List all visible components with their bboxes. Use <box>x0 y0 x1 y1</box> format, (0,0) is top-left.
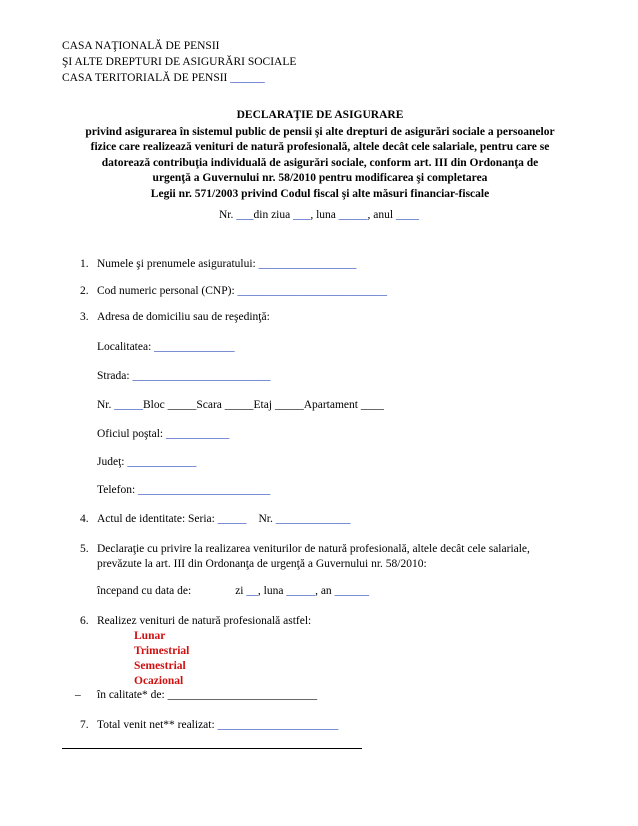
dash-bullet: – <box>75 689 81 701</box>
item-label: Actul de identitate: Seria: <box>97 513 218 525</box>
floor-field[interactable]: _____ <box>274 399 304 411</box>
item-1-name <box>80 258 356 270</box>
street-number-field[interactable]: _____ <box>114 399 143 411</box>
item-6-income-frequency <box>80 615 311 627</box>
header-line-3 <box>62 70 296 86</box>
item-label: Cod numeric personal (CNP): <box>97 285 238 297</box>
post-office-label: Oficiul poştal: <box>97 428 166 440</box>
item-5-income-declaration <box>80 543 530 555</box>
id-number-label: Nr. <box>258 513 276 525</box>
locality-label: Localitatea: <box>97 341 155 353</box>
item-number: 6. <box>80 615 89 627</box>
street-label: Strada: <box>97 370 133 382</box>
county-row <box>97 456 196 468</box>
total-income-field[interactable]: _____________________ <box>217 719 339 731</box>
item-number: 1. <box>80 258 89 270</box>
registration-number-line <box>0 209 638 221</box>
capacity-label: în calitate* de: <box>97 689 168 701</box>
title-line-2: fizice care realizează venituri de natură profesională, altele decât cele salariale, pentru care se <box>90 141 550 153</box>
nr-field[interactable]: ___ <box>236 209 254 221</box>
number-label: Nr. <box>97 399 115 411</box>
header-line-2: ŞI ALTE DREPTURI DE ASIGURĂRI SOCIALE <box>62 56 297 68</box>
title-main: DECLARAŢIE DE ASIGURARE <box>236 109 404 121</box>
block-field[interactable]: _____ <box>167 399 197 411</box>
name-field[interactable]: _________________ <box>258 258 357 270</box>
county-label: Judeţ: <box>97 456 128 468</box>
floor-label: Etaj <box>253 399 275 411</box>
title-line-5: Legii nr. 571/2003 privind Codul fiscal şi alte măsuri financiar-fiscale <box>150 187 490 200</box>
post-office-row <box>97 428 229 440</box>
start-day-label: zi <box>235 585 247 597</box>
title-line-3: datorează contribuţia individuală de asigurări sociale, conform art. III din Ordonanţa de <box>101 156 539 169</box>
id-series-field[interactable]: _____ <box>217 513 247 525</box>
header-line-3-text: CASA TERITORIALĂ DE PENSII <box>62 72 228 84</box>
start-month-field[interactable]: _____ <box>286 585 316 597</box>
item-number: 7. <box>80 719 89 731</box>
county-field[interactable]: ____________ <box>127 456 197 468</box>
item-2-cnp <box>80 285 387 297</box>
block-label: Bloc <box>143 399 168 411</box>
entrance-label: Scara <box>196 399 225 411</box>
year-field[interactable]: ____ <box>395 209 419 221</box>
entrance-field[interactable]: _____ <box>224 399 254 411</box>
day-label: din ziua <box>253 209 294 221</box>
post-office-field[interactable]: ___________ <box>166 428 230 440</box>
item-number: 3. <box>80 311 89 323</box>
institution-header <box>62 38 296 86</box>
phone-field[interactable]: _______________________ <box>138 484 271 496</box>
item-3-address <box>80 311 270 323</box>
address-details-row <box>97 399 384 411</box>
item-number: 2. <box>80 285 89 297</box>
start-year-field[interactable]: ______ <box>334 585 370 597</box>
locality-field[interactable]: ______________ <box>154 341 235 353</box>
item-5-line-2: prevăzute la art. III din Ordonanţa de urgenţă a Guvernului nr. 58/2010: <box>97 558 427 570</box>
frequency-options <box>134 629 189 689</box>
start-year-label: , an <box>315 585 335 597</box>
start-date-row <box>97 585 369 597</box>
item-7-total-income <box>80 719 338 731</box>
apartment-label: Apartament <box>303 399 361 411</box>
frequency-option-monthly[interactable]: Lunar <box>134 630 166 642</box>
item-4-identity-document <box>80 513 350 525</box>
title-line-1: privind asigurarea în sistemul public de pensii şi alte drepturi de asigurări sociale a persoanelor <box>85 125 555 138</box>
year-label: , anul <box>367 209 396 221</box>
header-line-1: CASA NAŢIONALĂ DE PENSII <box>62 40 220 52</box>
document-title <box>50 108 590 202</box>
nr-label: Nr. <box>219 209 237 221</box>
month-field[interactable]: _____ <box>338 209 368 221</box>
id-number-field[interactable]: _____________ <box>275 513 351 525</box>
start-date-label: începand cu data de: <box>97 585 192 597</box>
capacity-field[interactable]: __________________________ <box>167 689 318 701</box>
item-label: Adresa de domiciliu sau de reşedinţă: <box>97 311 270 323</box>
item-number: 5. <box>80 543 89 555</box>
item-label: Total venit net** realizat: <box>97 719 218 731</box>
month-label: , luna <box>310 209 339 221</box>
county-house-field[interactable]: ______ <box>230 72 265 84</box>
street-field[interactable]: ________________________ <box>132 370 271 382</box>
item-label: Numele şi prenumele asiguratului: <box>97 258 259 270</box>
frequency-option-occasional[interactable]: Ocazional <box>134 675 184 687</box>
phone-label: Telefon: <box>97 484 139 496</box>
street-row <box>97 370 270 382</box>
item-number: 4. <box>80 513 89 525</box>
phone-row <box>97 484 270 496</box>
capacity-row <box>75 689 317 701</box>
start-month-label: , luna <box>257 585 287 597</box>
start-day-field[interactable]: __ <box>246 585 258 597</box>
cnp-field[interactable]: __________________________ <box>237 285 388 297</box>
day-field[interactable]: ___ <box>293 209 311 221</box>
item-label: Realizez venituri de natură profesională astfel: <box>97 615 312 627</box>
frequency-option-quarterly[interactable]: Trimestrial <box>134 645 190 657</box>
footnote-separator <box>62 748 362 749</box>
apartment-field[interactable]: ____ <box>360 399 384 411</box>
item-label-line-1: Declaraţie cu privire la realizarea veniturilor de natură profesională, altele decât cele salariale, <box>97 543 530 555</box>
locality-row <box>97 341 235 353</box>
frequency-option-semiannual[interactable]: Semestrial <box>134 660 186 672</box>
title-line-4: urgenţă a Guvernului nr. 58/2010 pentru modificarea şi completarea <box>152 172 488 184</box>
